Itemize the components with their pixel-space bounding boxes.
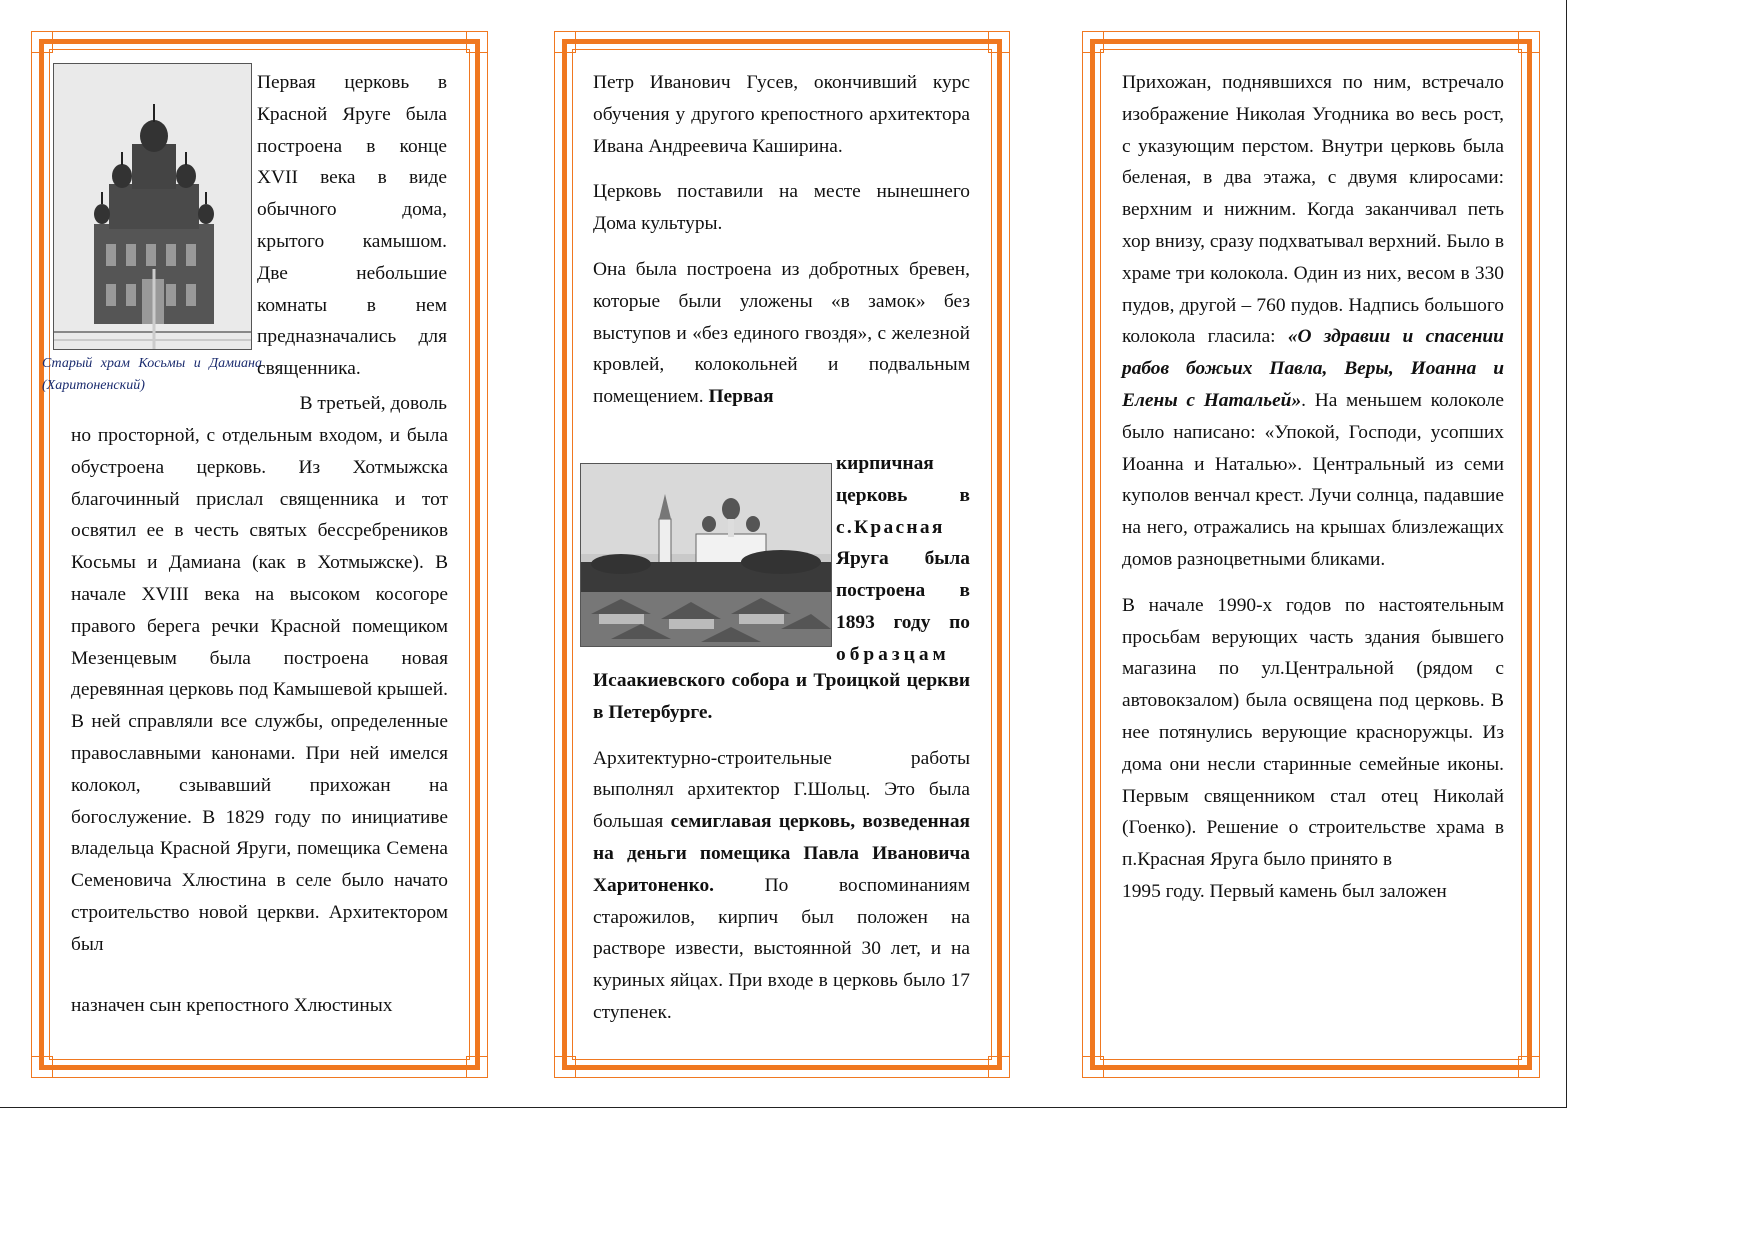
bell-inscription: «О здравии и спасении рабов божьих Павла, Веры, Иоанна и Елены с Натальей» — [1122, 326, 1504, 411]
bold-line: образцам — [836, 643, 950, 665]
paragraph-1 — [1122, 67, 1504, 576]
paragraph-1-text-b: . На меньшем колоколе было написано: «Упокой, Господи, усопших Иоанна и Наталью». Центральный из семи куполов венчал крест. Лучи солнца, падавшие на него, отражались на крышах близлежащих домов разноцветными бликами. — [1122, 389, 1504, 570]
church-drawing-image — [53, 63, 252, 350]
church-drawing-icon — [54, 64, 251, 349]
paragraph-2: Церковь поставили на месте нынешнего Дома культуры. — [593, 181, 970, 235]
bold-paragraph: Исаакиевского собора и Троицкой церкви в Петербурге. — [593, 670, 970, 723]
paragraph-2: В начале 1990-х годов по настоятельным просьбам верующих часть здания бывшего магазина по ул.Центральной (рядом с автовокзалом) была освящена под церковь. В нее потянулись верующие красноружцы. Из дома они несли старинные семейные иконы. Первым священником стал отец Николай (Гоенко). Решение о строительстве храма в п.Красная Яруга было принято в — [1122, 594, 1504, 871]
bold-beside-photo — [836, 448, 970, 671]
panel-3 — [1082, 31, 1540, 1078]
text-block — [1122, 67, 1504, 908]
text-beside-image: Первая церковь в Красной Яруге была построена в конце XVII века в виде обычного дома, крытого камышом. Две небольшие комнаты в нем предназначались для священника. — [257, 72, 447, 380]
text-continue-short: В третьей, доволь — [299, 393, 447, 414]
bold-line: Яруга была — [836, 548, 970, 570]
image-caption: Старый храм Косьмы и Дамиана (Харитоненский) — [42, 356, 262, 393]
paragraph-5 — [593, 743, 970, 1029]
church-photo-icon — [581, 464, 831, 646]
text-main: но просторной, с отдельным входом, и была обустроена церковь. Из Хотмыжска благочинный прислал священника и тот освятил ее в честь святых бессребреников Косьмы и Дамиана (как в Хотмыжске). В начале XVIII века на высоком косогоре правого берега речки Красной помещиком Мезенцевым была построена новая деревянная церковь под Камышевой крышей. В ней справляли все службы, определенные православными канонами. При ней имелся колокол, сзывавший прихожан на богослужение. В 1829 году по инициативе владельца Красной Яруги, помещика Семена Семеновича Хлюстина в селе было начато строительство новой церкви. Архитектором был — [71, 425, 448, 955]
bold-line: 1893 году по — [836, 611, 970, 633]
text-block-bottom — [593, 665, 970, 1043]
paragraph-3 — [593, 254, 970, 413]
text-block-top — [593, 67, 970, 413]
paragraph-1-text-a: Прихожан, поднявшихся по ним, встречало изображение Николая Угодника во весь рост, с указующим перстом. Внутри церковь была беленая, в два этажа, с двумя клиросами: верхним и нижним. Когда заканчивал петь хор внизу, сразу подхватывал верхний. Было в храме три колокола. Один из них, весом в 330 пудов, другой – 760 пудов. Надпись большого колокола гласила: — [1122, 72, 1504, 348]
bold-line: с.Красная — [836, 516, 945, 538]
paragraph-5-bold: семиглавая церковь, возведенная на деньги помещика Павла Ивановича Харитоненко. — [593, 811, 970, 896]
paragraph-3-text: Она была построена из добротных бревен, которые были уложены «в замок» без выступов и «без единого гвоздя», с железной кровлей, колокольней и подвальным помещением. — [593, 258, 970, 408]
panel-1 — [31, 31, 488, 1078]
paragraph-3-bold: Первая — [708, 386, 774, 408]
bold-line: церковь в — [836, 484, 970, 506]
paragraph-2-last-line: 1995 году. Первый камень был заложен — [1122, 880, 1447, 902]
bold-line: кирпичная — [836, 453, 934, 474]
paragraph-1: Петр Иванович Гусев, окончивший курс обучения у другого крепостного архитектора Ивана Андреевича Каширина. — [593, 72, 970, 157]
paragraph-5-text-b: По воспоминаниям старожилов, кирпич был положен на растворе извести, выстоянной 30 лет, и на куриных яйцах. При входе в церковь было 17 ступенек. — [593, 874, 970, 1023]
panel-2 — [554, 31, 1010, 1078]
church-photo-image — [580, 463, 832, 647]
text-last-line: назначен сын крепостного Хлюстиных — [71, 995, 393, 1016]
bold-line: построена в — [836, 580, 970, 602]
paragraph-5-text-a: Архитектурно-строительные работы выполнял архитектор Г.Шольц. Это была большая — [593, 747, 970, 833]
